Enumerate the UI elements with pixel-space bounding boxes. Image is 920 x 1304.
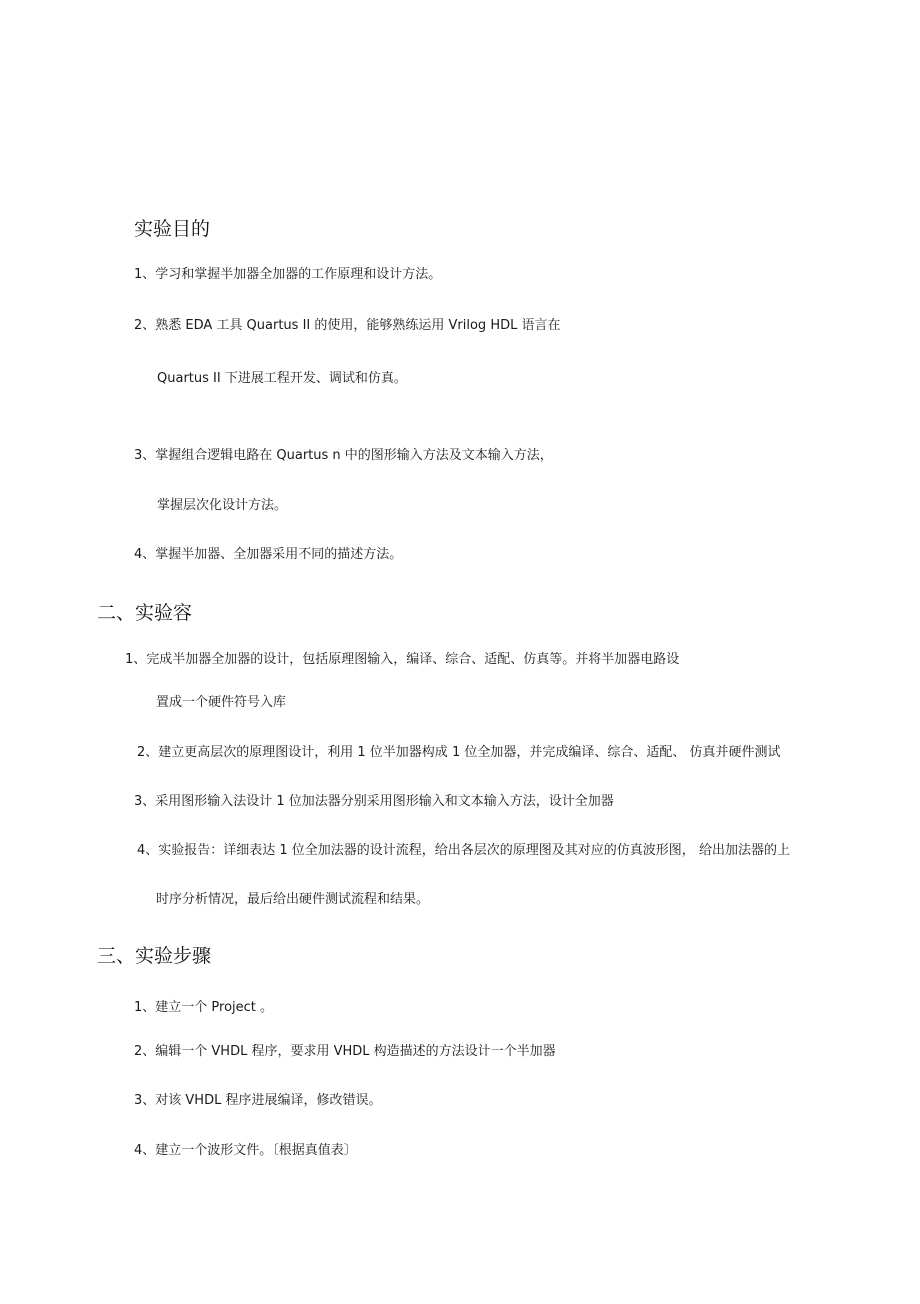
steps-item-1: 1、建立一个 Project 。 [134, 1000, 274, 1015]
purpose-item-2: 2、熟悉 EDA 工具 Quartus II 的使用，能够熟练运用 Vrilog HDL 语言在 [134, 318, 561, 333]
steps-item-3: 3、对该 VHDL 程序进展编译，修改错误。 [134, 1093, 382, 1108]
section-heading-content: 二、实验容 [97, 602, 193, 624]
content-item-3: 3、采用图形输入法设计 1 位加法器分别采用图形输入和文本输入方法，设计全加器 [134, 794, 614, 809]
content-item-1-cont: 置成一个硬件符号入库 [156, 695, 287, 710]
content-item-2: 2、建立更高层次的原理图设计，利用 1 位半加器构成 1 位全加器，并完成编译、综合、适配、 仿真并硬件测试 [137, 745, 781, 760]
steps-item-4: 4、建立一个波形文件。〔根据真值表〕 [134, 1143, 357, 1158]
content-item-4-cont: 时序分析情况，最后给出硬件测试流程和结果。 [156, 892, 430, 907]
steps-item-2: 2、编辑一个 VHDL 程序，要求用 VHDL 构造描述的方法设计一个半加器 [134, 1044, 556, 1059]
content-item-4: 4、实验报告：详细表达 1 位全加法器的设计流程，给出各层次的原理图及其对应的仿真波形图， 给出加法器的上 [137, 843, 790, 858]
purpose-item-4: 4、掌握半加器、全加器采用不同的描述方法。 [134, 547, 403, 562]
section-heading-purpose: 实验目的 [134, 218, 211, 240]
purpose-item-2-cont: Quartus II 下进展工程开发、调试和仿真。 [157, 371, 407, 386]
purpose-item-3-cont: 掌握层次化设计方法。 [157, 498, 288, 513]
section-heading-steps: 三、实验步骤 [97, 945, 212, 967]
purpose-item-1: 1、学习和掌握半加器全加器的工作原理和设计方法。 [134, 267, 442, 282]
content-item-1: 1、完成半加器全加器的设计，包括原理图输入，编译、综合、适配、仿真等。并将半加器电路设 [125, 652, 680, 667]
purpose-item-3: 3、掌握组合逻辑电路在 Quartus n 中的图形输入方法及文本输入方法， [134, 448, 553, 463]
